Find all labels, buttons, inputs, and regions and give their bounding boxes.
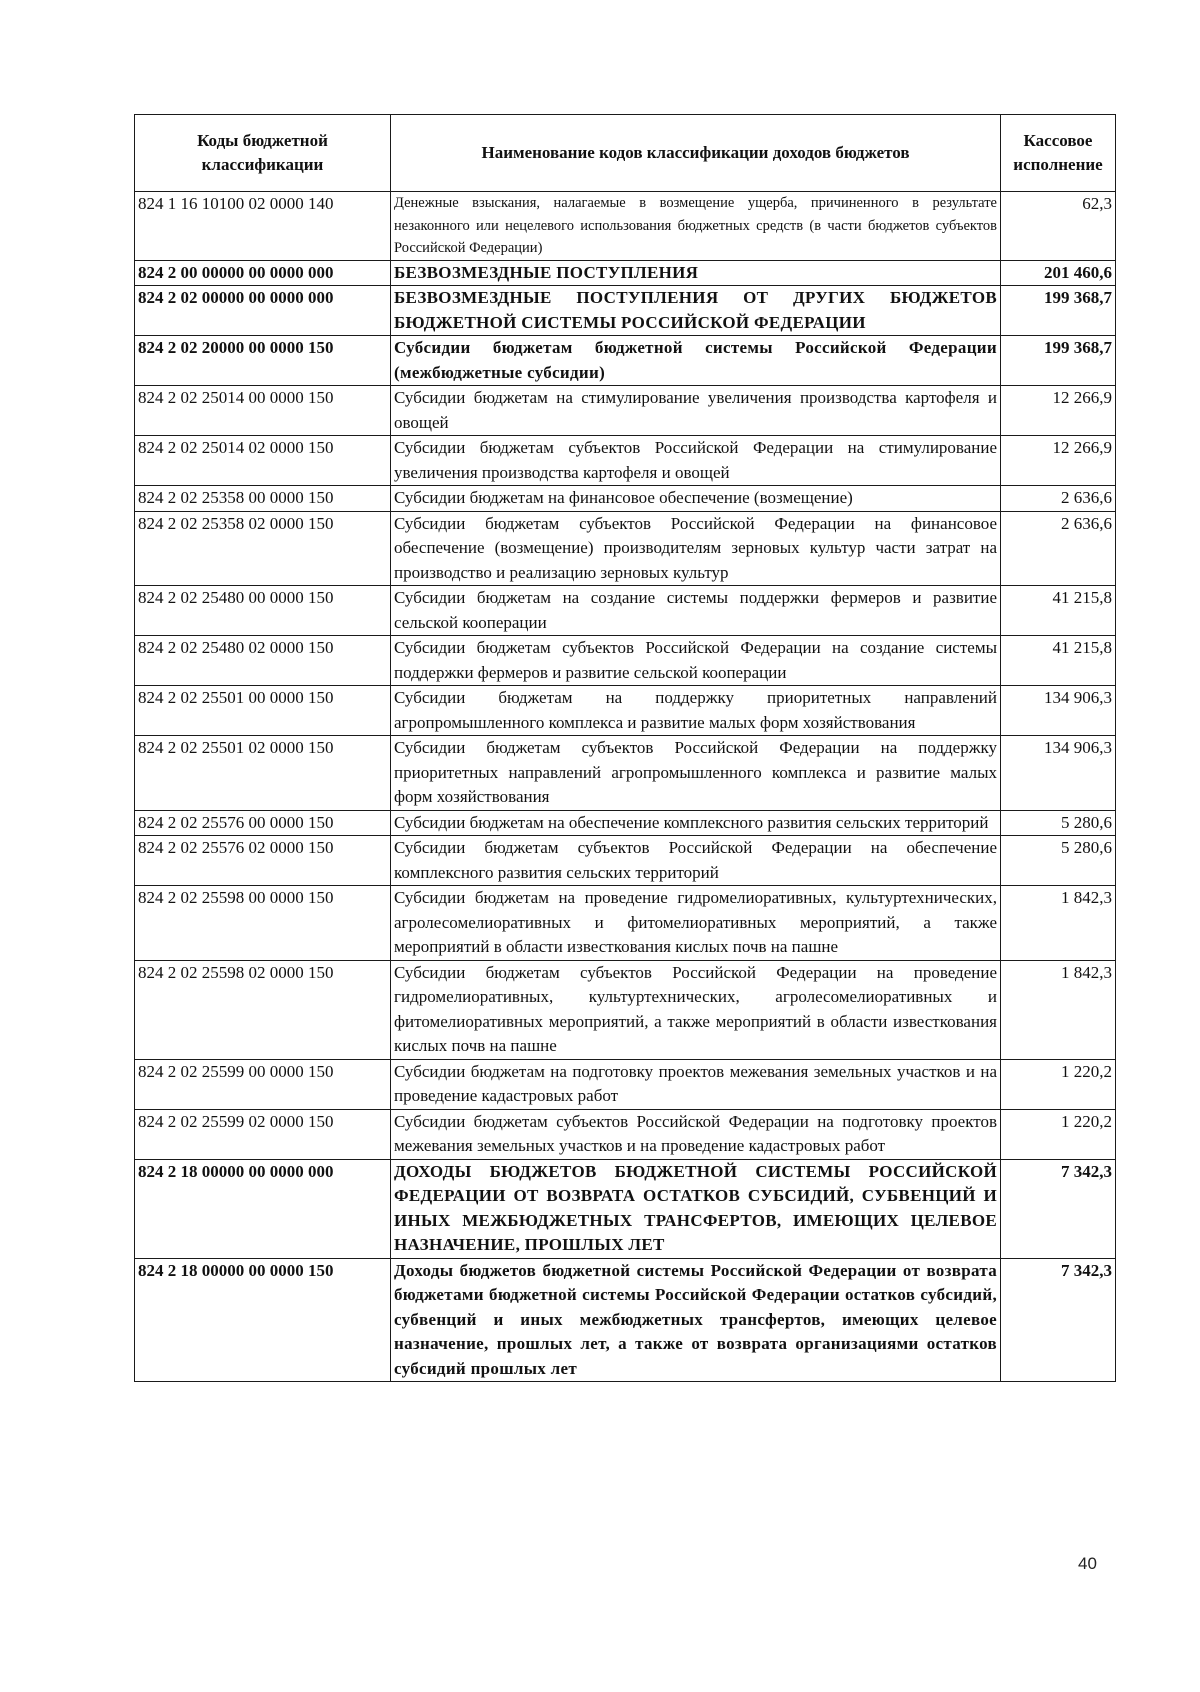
- cell-code: 824 2 02 25501 00 0000 150: [135, 686, 391, 736]
- cell-name: Субсидии бюджетам на финансовое обеспечение (возмещение): [391, 486, 1001, 512]
- cell-code: 824 2 02 25014 02 0000 150: [135, 436, 391, 486]
- table-row: [135, 1258, 1116, 1382]
- cell-amount: 199 368,7: [1001, 336, 1116, 386]
- cell-code: 824 2 02 25501 02 0000 150: [135, 736, 391, 811]
- cell-amount: 5 280,6: [1001, 810, 1116, 836]
- cell-name: Субсидии бюджетам на стимулирование увеличения производства картофеля и овощей: [391, 386, 1001, 436]
- table-row: [135, 486, 1116, 512]
- cell-code: 824 2 02 00000 00 0000 000: [135, 286, 391, 336]
- cell-name: Субсидии бюджетам на поддержку приоритетных направлений агропромышленного комплекса и развитие малых форм хозяйствования: [391, 686, 1001, 736]
- cell-code: 824 2 02 25014 00 0000 150: [135, 386, 391, 436]
- cell-amount: 41 215,8: [1001, 586, 1116, 636]
- table-row: [135, 436, 1116, 486]
- cell-name: Субсидии бюджетам субъектов Российской Федерации на поддержку приоритетных направлений агропромышленного комплекса и развитие малых форм хозяйствования: [391, 736, 1001, 811]
- cell-code: 824 2 02 25599 02 0000 150: [135, 1109, 391, 1159]
- cell-code: 824 2 18 00000 00 0000 150: [135, 1258, 391, 1382]
- cell-amount: 7 342,3: [1001, 1159, 1116, 1258]
- cell-code: 824 2 02 25576 02 0000 150: [135, 836, 391, 886]
- cell-amount: 2 636,6: [1001, 511, 1116, 586]
- cell-amount: 201 460,6: [1001, 260, 1116, 286]
- table-header-row: [135, 115, 1116, 192]
- cell-amount: 134 906,3: [1001, 686, 1116, 736]
- cell-amount: 5 280,6: [1001, 836, 1116, 886]
- table-row: [135, 810, 1116, 836]
- table-row: [135, 1059, 1116, 1109]
- cell-name: Субсидии бюджетам субъектов Российской Федерации на подготовку проектов межевания земельных участков и на проведение кадастровых работ: [391, 1109, 1001, 1159]
- table-row: [135, 886, 1116, 961]
- cell-code: 824 2 02 25480 00 0000 150: [135, 586, 391, 636]
- table-row: [135, 960, 1116, 1059]
- table-row: [135, 686, 1116, 736]
- cell-name: Субсидии бюджетам на обеспечение комплексного развития сельских территорий: [391, 810, 1001, 836]
- table-row: [135, 736, 1116, 811]
- cell-amount: 7 342,3: [1001, 1258, 1116, 1382]
- table-row: [135, 1159, 1116, 1258]
- page-number: 40: [1078, 1554, 1097, 1573]
- header-code: Коды бюджетной классификации: [135, 115, 391, 192]
- cell-name: Субсидии бюджетам субъектов Российской Федерации на обеспечение комплексного развития сельских территорий: [391, 836, 1001, 886]
- table-row: [135, 286, 1116, 336]
- cell-name: Денежные взыскания, налагаемые в возмещение ущерба, причиненного в результате незаконного или нецелевого использования бюджетных средств (в части бюджетов субъектов Российской Федерации): [391, 192, 1001, 261]
- cell-code: 824 2 02 25358 02 0000 150: [135, 511, 391, 586]
- cell-amount: 1 220,2: [1001, 1059, 1116, 1109]
- cell-amount: 12 266,9: [1001, 386, 1116, 436]
- header-amount: Кассовое исполнение: [1001, 115, 1116, 192]
- cell-name: Субсидии бюджетам на создание системы поддержки фермеров и развитие сельской кооперации: [391, 586, 1001, 636]
- cell-code: 824 2 00 00000 00 0000 000: [135, 260, 391, 286]
- table-row: [135, 336, 1116, 386]
- cell-name: Субсидии бюджетам субъектов Российской Федерации на стимулирование увеличения производства картофеля и овощей: [391, 436, 1001, 486]
- budget-revenue-table: [134, 114, 1116, 1382]
- table-row: [135, 260, 1116, 286]
- cell-amount: 1 842,3: [1001, 886, 1116, 961]
- cell-name: Субсидии бюджетам субъектов Российской Федерации на проведение гидромелиоративных, культуртехнических, агролесомелиоративных и фитомелиоративных мероприятий, а также мероприятий в области известкования кислых почв на пашне: [391, 960, 1001, 1059]
- cell-name: БЕЗВОЗМЕЗДНЫЕ ПОСТУПЛЕНИЯ ОТ ДРУГИХ БЮДЖЕТОВ БЮДЖЕТНОЙ СИСТЕМЫ РОССИЙСКОЙ ФЕДЕРАЦИИ: [391, 286, 1001, 336]
- cell-name: Субсидии бюджетам субъектов Российской Федерации на финансовое обеспечение (возмещение) производителям зерновых культур части затрат на производство и реализацию зерновых культур: [391, 511, 1001, 586]
- cell-name: ДОХОДЫ БЮДЖЕТОВ БЮДЖЕТНОЙ СИСТЕМЫ РОССИЙСКОЙ ФЕДЕРАЦИИ ОТ ВОЗВРАТА ОСТАТКОВ СУБСИДИЙ, СУБВЕНЦИЙ И ИНЫХ МЕЖБЮДЖЕТНЫХ ТРАНСФЕРТОВ, ИМЕЮЩИХ ЦЕЛЕВОЕ НАЗНАЧЕНИЕ, ПРОШЛЫХ ЛЕТ: [391, 1159, 1001, 1258]
- table-row: [135, 836, 1116, 886]
- cell-amount: 199 368,7: [1001, 286, 1116, 336]
- cell-code: 824 2 02 25599 00 0000 150: [135, 1059, 391, 1109]
- cell-name: Субсидии бюджетам на подготовку проектов межевания земельных участков и на проведение кадастровых работ: [391, 1059, 1001, 1109]
- cell-amount: 1 220,2: [1001, 1109, 1116, 1159]
- table-row: [135, 636, 1116, 686]
- table-row: [135, 192, 1116, 261]
- header-name: Наименование кодов классификации доходов бюджетов: [391, 115, 1001, 192]
- cell-name: БЕЗВОЗМЕЗДНЫЕ ПОСТУПЛЕНИЯ: [391, 260, 1001, 286]
- cell-amount: 1 842,3: [1001, 960, 1116, 1059]
- cell-code: 824 2 18 00000 00 0000 000: [135, 1159, 391, 1258]
- cell-code: 824 2 02 20000 00 0000 150: [135, 336, 391, 386]
- cell-name: Субсидии бюджетам на проведение гидромелиоративных, культуртехнических, агролесомелиоративных и фитомелиоративных мероприятий, а также мероприятий в области известкования кислых почв на пашне: [391, 886, 1001, 961]
- cell-code: 824 2 02 25480 02 0000 150: [135, 636, 391, 686]
- cell-name: Доходы бюджетов бюджетной системы Российской Федерации от возврата бюджетами бюджетной системы Российской Федерации остатков субсидий, субвенций и иных межбюджетных трансфертов, имеющих целевое назначение, прошлых лет, а также от возврата организациями остатков субсидий прошлых лет: [391, 1258, 1001, 1382]
- table-row: [135, 386, 1116, 436]
- table-body: [135, 192, 1116, 1382]
- table-row: [135, 511, 1116, 586]
- cell-code: 824 2 02 25576 00 0000 150: [135, 810, 391, 836]
- cell-code: 824 2 02 25598 00 0000 150: [135, 886, 391, 961]
- cell-amount: 134 906,3: [1001, 736, 1116, 811]
- cell-amount: 62,3: [1001, 192, 1116, 261]
- table-row: [135, 1109, 1116, 1159]
- cell-name: Субсидии бюджетам субъектов Российской Федерации на создание системы поддержки фермеров и развитие сельской кооперации: [391, 636, 1001, 686]
- cell-code: 824 1 16 10100 02 0000 140: [135, 192, 391, 261]
- cell-amount: 12 266,9: [1001, 436, 1116, 486]
- cell-amount: 2 636,6: [1001, 486, 1116, 512]
- cell-code: 824 2 02 25358 00 0000 150: [135, 486, 391, 512]
- table-row: [135, 586, 1116, 636]
- cell-amount: 41 215,8: [1001, 636, 1116, 686]
- cell-name: Субсидии бюджетам бюджетной системы Российской Федерации (межбюджетные субсидии): [391, 336, 1001, 386]
- cell-code: 824 2 02 25598 02 0000 150: [135, 960, 391, 1059]
